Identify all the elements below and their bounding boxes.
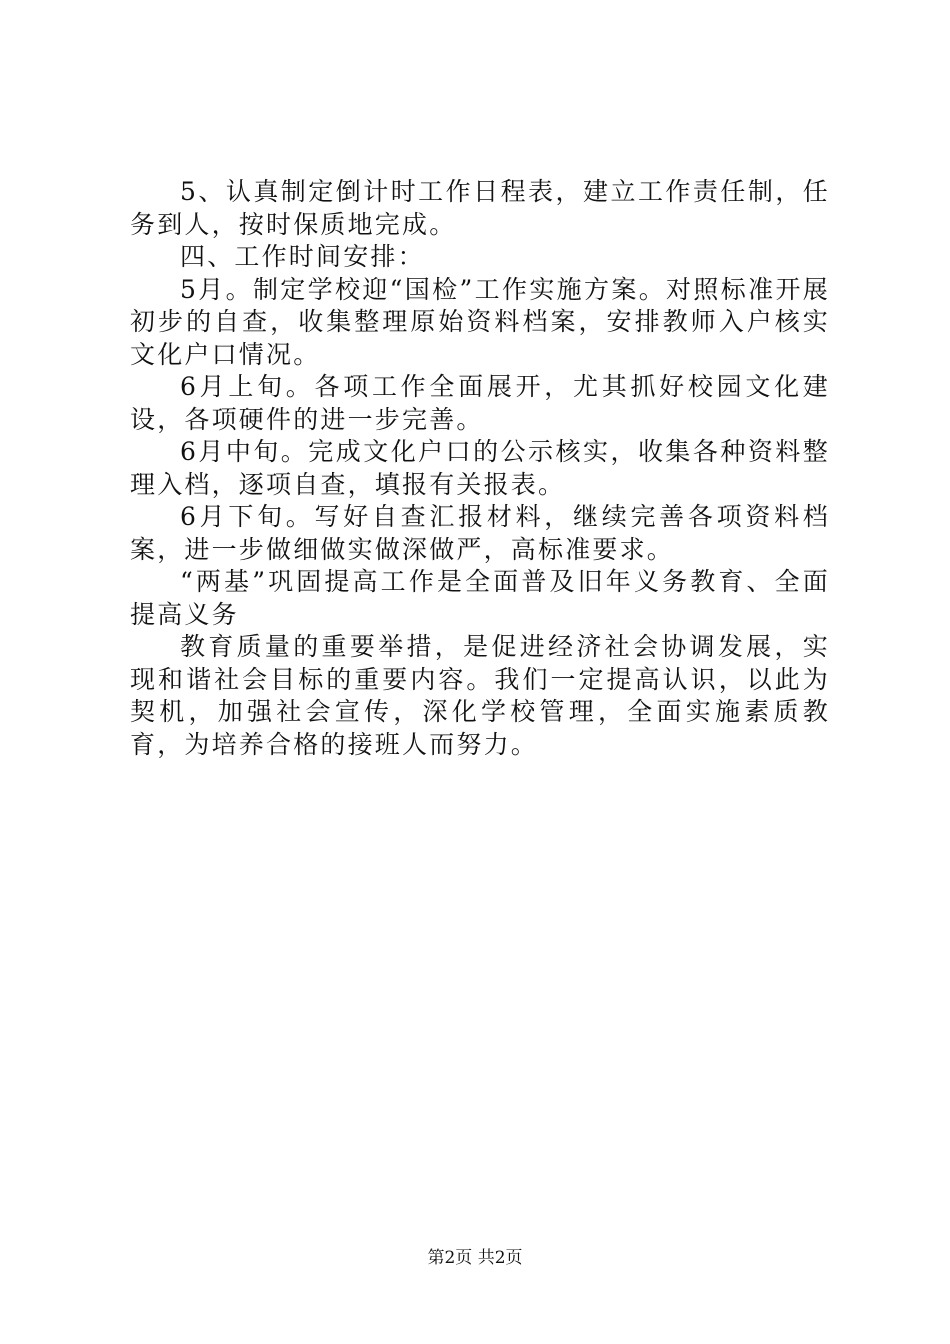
paragraph-task-schedule: 5、认真制定倒计时工作日程表，建立工作责任制，任务到人，按时保质地完成。 — [130, 177, 830, 239]
page-number-footer: 第2页 共2页 — [427, 1248, 523, 1268]
paragraph-conclusion-part1: “两基”巩固提高工作是全面普及旧年义务教育、全面提高义务 — [130, 567, 830, 629]
paragraph-conclusion-part2: 教育质量的重要举措，是促进经济社会协调发展，实现和谐社会目标的重要内容。我们一定提高认识，以此为契机，加强社会宣传，深化学校管理，全面实施素质教育，为培养合格的接班人而努力。 — [130, 632, 830, 759]
paragraph-june-mid: 6月中旬。完成文化户口的公示核实，收集各种资料整理入档，逐项自查，填报有关报表。 — [130, 437, 830, 499]
document-body — [130, 176, 830, 761]
section-heading-time-arrangement: 四、工作时间安排： — [180, 242, 425, 271]
paragraph-june-early: 6月上旬。各项工作全面展开，尤其抓好校园文化建设，各项硬件的进一步完善。 — [130, 372, 830, 434]
paragraph-june-late: 6月下旬。写好自查汇报材料，继续完善各项资料档案，进一步做细做实做深做严，高标准要求。 — [130, 502, 830, 564]
paragraph-may: 5月。制定学校迎“国检”工作实施方案。对照标准开展初步的自查，收集整理原始资料档案，安排教师入户核实文化户口情况。 — [130, 274, 830, 369]
